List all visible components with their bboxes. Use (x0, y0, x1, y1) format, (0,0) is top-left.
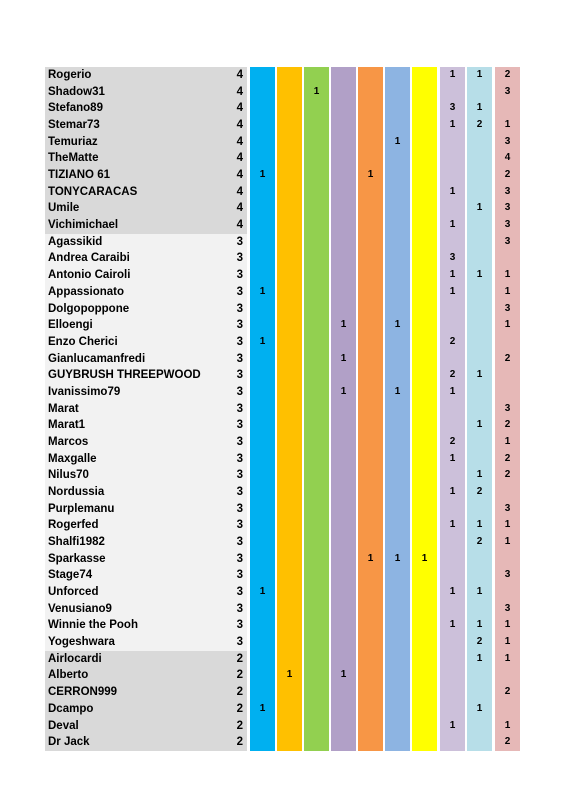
score-cell: 1 (394, 385, 401, 397)
score-cell: 1 (476, 102, 483, 114)
score-cell: 1 (340, 319, 347, 331)
score-cell: 1 (259, 335, 266, 347)
player-name: Marat (48, 402, 79, 415)
player-total: 2 (236, 702, 243, 715)
player-total: 3 (236, 536, 243, 549)
score-cell: 1 (476, 702, 483, 714)
score-cell: 1 (476, 586, 483, 598)
score-cell: 2 (504, 169, 511, 181)
player-total: 4 (236, 152, 243, 165)
player-total: 3 (236, 352, 243, 365)
score-cell: 1 (259, 285, 266, 297)
player-total: 3 (236, 335, 243, 348)
score-cell: 3 (449, 102, 456, 114)
player-name: Sparkasse (48, 552, 106, 565)
player-name: Dcampo (48, 702, 94, 715)
player-name: Nordussia (48, 486, 105, 498)
score-cell: 1 (504, 319, 511, 331)
score-cell: 1 (449, 185, 456, 197)
score-cell: 3 (504, 302, 511, 314)
player-total: 2 (236, 669, 243, 682)
score-cell: 1 (476, 369, 483, 381)
player-name: Marcos (48, 435, 89, 448)
score-cell: 1 (449, 269, 456, 281)
score-cell: 1 (504, 536, 511, 548)
score-cell: 1 (259, 169, 266, 181)
score-cell: 1 (394, 552, 401, 564)
player-total: 3 (236, 269, 243, 282)
score-cell: 1 (286, 669, 293, 681)
player-name: Airlocardi (48, 652, 102, 665)
player-name: TIZIANO 61 (48, 169, 110, 182)
score-cell: 1 (504, 636, 511, 648)
score-cell: 1 (476, 519, 483, 531)
score-cell: 3 (504, 569, 511, 581)
score-cell: 3 (504, 85, 511, 97)
score-cell: 1 (476, 469, 483, 481)
player-total: 3 (236, 586, 243, 599)
score-cell: 1 (476, 652, 483, 664)
score-cell: 1 (394, 319, 401, 331)
score-cell: 1 (504, 719, 511, 731)
player-total: 3 (236, 302, 243, 315)
player-total: 3 (236, 619, 243, 632)
score-cell: 3 (504, 185, 511, 197)
score-cell: 1 (449, 486, 456, 497)
player-total: 3 (236, 602, 243, 615)
player-name: Dr Jack (48, 736, 90, 749)
player-name: Antonio Cairoli (48, 269, 131, 282)
player-total: 3 (236, 419, 243, 432)
score-cell: 2 (449, 369, 456, 381)
score-cell: 1 (259, 586, 266, 598)
player-total: 4 (236, 135, 243, 148)
player-name: GUYBRUSH THREEPWOOD (48, 369, 201, 382)
score-cell: 3 (504, 135, 511, 147)
player-name: Deval (48, 719, 79, 732)
score-cell: 1 (504, 619, 511, 631)
score-cell: 4 (504, 152, 511, 164)
score-cell: 1 (449, 119, 456, 131)
player-name: Ivanissimo79 (48, 385, 121, 398)
player-name: Dolgopoppone (48, 302, 130, 315)
score-cell: 1 (340, 352, 347, 364)
score-cell: 2 (504, 469, 511, 481)
player-total: 3 (236, 486, 243, 498)
player-name: Maxgalle (48, 452, 97, 465)
player-total: 3 (236, 469, 243, 482)
score-cell: 1 (340, 669, 347, 681)
score-cell: 1 (259, 702, 266, 714)
player-name: Stage74 (48, 569, 93, 582)
score-cell: 1 (421, 552, 428, 564)
score-cell: 3 (504, 402, 511, 414)
player-total: 3 (236, 319, 243, 332)
player-name: Appassionato (48, 285, 125, 298)
player-total: 4 (236, 102, 243, 115)
player-total: 4 (236, 169, 243, 182)
score-cell: 1 (394, 135, 401, 147)
score-cell: 2 (449, 435, 456, 447)
player-total: 3 (236, 452, 243, 465)
score-cell: 1 (449, 619, 456, 631)
column-band-6 (385, 67, 410, 751)
player-name: Purplemanu (48, 502, 115, 515)
score-cell: 1 (504, 435, 511, 447)
score-cell: 1 (476, 202, 483, 214)
score-cell: 1 (449, 586, 456, 598)
player-name: Temuriaz (48, 135, 98, 148)
player-name: CERRON999 (48, 686, 118, 699)
player-name: Stemar73 (48, 119, 100, 132)
score-cell: 3 (504, 502, 511, 514)
player-total: 3 (236, 569, 243, 582)
player-name: TheMatte (48, 152, 99, 165)
score-cell: 1 (449, 219, 456, 231)
player-total: 2 (236, 686, 243, 699)
player-total: 3 (236, 435, 243, 448)
player-total: 3 (236, 235, 243, 248)
score-cell: 3 (504, 235, 511, 247)
player-total: 3 (236, 285, 243, 298)
player-name: Stefano89 (48, 102, 103, 115)
score-cell: 1 (367, 552, 374, 564)
score-cell: 1 (449, 519, 456, 531)
score-cell: 1 (504, 652, 511, 664)
score-cell: 1 (476, 269, 483, 281)
score-cell: 1 (340, 385, 347, 397)
player-total: 4 (236, 185, 243, 198)
player-total: 4 (236, 202, 243, 215)
player-name: Rogerio (48, 69, 92, 81)
score-cell: 1 (476, 69, 483, 80)
player-name: Nilus70 (48, 469, 89, 482)
player-name: Shalfi1982 (48, 536, 105, 549)
score-cell: 1 (449, 285, 456, 297)
player-total: 2 (236, 719, 243, 732)
player-name: Gianlucamanfredi (48, 352, 146, 365)
player-total: 2 (236, 736, 243, 749)
player-name: Agassikid (48, 235, 103, 248)
score-cell: 1 (313, 85, 320, 97)
column-band-4 (331, 67, 356, 751)
player-total: 3 (236, 636, 243, 649)
player-name: Enzo Cherici (48, 335, 118, 348)
score-cell: 2 (504, 352, 511, 364)
score-cell: 2 (476, 636, 483, 648)
score-cell: 1 (476, 619, 483, 631)
player-total: 4 (236, 85, 243, 98)
column-band-3 (304, 67, 329, 751)
player-name: Marat1 (48, 419, 86, 432)
score-cell: 2 (476, 536, 483, 548)
player-total: 3 (236, 369, 243, 382)
score-cell: 2 (504, 452, 511, 464)
player-total: 4 (236, 219, 243, 232)
player-name: Unforced (48, 586, 99, 599)
player-total: 3 (236, 552, 243, 565)
score-cell: 1 (504, 119, 511, 131)
player-total: 3 (236, 502, 243, 515)
score-cell: 3 (504, 202, 511, 214)
score-cell: 1 (449, 452, 456, 464)
player-name: Vichimichael (48, 219, 119, 232)
player-total: 3 (236, 402, 243, 415)
score-cell: 2 (476, 486, 483, 497)
player-name: Shadow31 (48, 85, 105, 98)
score-cell: 2 (504, 686, 511, 698)
player-name: Alberto (48, 669, 89, 682)
score-cell: 1 (449, 719, 456, 731)
column-band-2 (277, 67, 302, 751)
player-name: Umile (48, 202, 80, 215)
score-cell: 1 (476, 419, 483, 431)
player-total: 3 (236, 385, 243, 398)
player-name: Yogeshwara (48, 636, 115, 649)
score-cell: 1 (504, 285, 511, 297)
score-cell: 2 (504, 69, 511, 80)
score-cell: 3 (504, 219, 511, 231)
column-band-7 (412, 67, 437, 751)
score-cell: 1 (367, 169, 374, 181)
player-name: Venusiano9 (48, 602, 112, 615)
score-cell: 1 (504, 519, 511, 531)
player-total: 4 (236, 69, 243, 81)
player-total: 3 (236, 519, 243, 532)
player-name: Elloengi (48, 319, 93, 332)
player-name: Winnie the Pooh (48, 619, 138, 632)
player-total: 4 (236, 119, 243, 132)
score-cell: 3 (449, 252, 456, 264)
score-cell: 1 (449, 385, 456, 397)
score-cell: 2 (504, 419, 511, 431)
player-total: 3 (236, 252, 243, 265)
score-cell: 3 (504, 602, 511, 614)
score-cell: 2 (476, 119, 483, 131)
score-cell: 2 (504, 736, 511, 748)
score-cell: 1 (449, 69, 456, 80)
player-total: 2 (236, 652, 243, 665)
player-name: TONYCARACAS (48, 185, 138, 198)
score-cell: 2 (449, 335, 456, 347)
column-band-8 (440, 67, 465, 751)
score-cell: 1 (504, 269, 511, 281)
player-name: Rogerfed (48, 519, 99, 532)
player-name: Andrea Caraibi (48, 252, 130, 265)
